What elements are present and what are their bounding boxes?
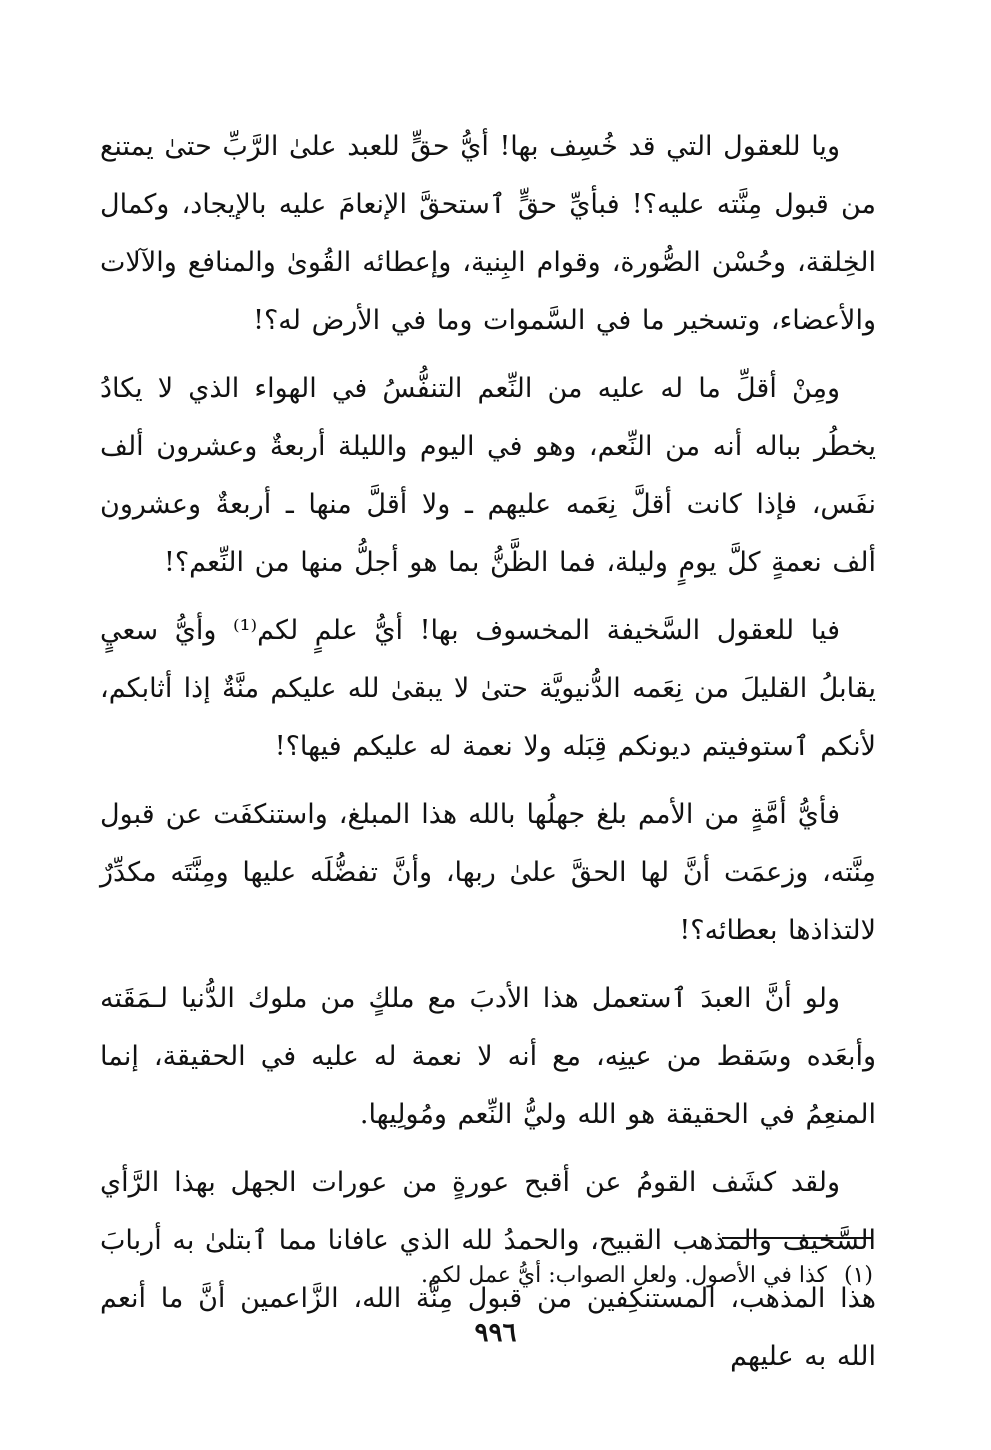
- paragraph-3: فيا للعقول السَّخيفة المخسوف بها! أيُّ علمٍ لكم⁽¹⁾ وأيُّ سعيٍ يقابلُ القليلَ من نِعَمه الدُّنيويَّة حتىٰ لا يبقىٰ لله عليكم منَّةٌ إذا أثابكم، لأنكم ٱستوفيتم ديونكم قِبَله ولا نعمة له عليكم فيها؟!: [100, 615, 876, 762]
- paragraph-5: ولو أنَّ العبدَ ٱستعمل هذا الأدبَ مع ملكٍ من ملوك الدُّنيا لـمَقَته وأبعَده وسَقط من عينِه، مع أنه لا نعمة له عليه في الحقيقة، إنما المنعِمُ في الحقيقة هو الله وليُّ النِّعم ومُولِيها.: [100, 983, 876, 1130]
- footnote-divider: [722, 1237, 872, 1239]
- footnote: [133, 1258, 873, 1294]
- paragraph-4: فأيُّ أمَّةٍ من الأمم بلغ جهلُها بالله هذا المبلغ، واستنكفَت عن قبول مِنَّته، وزعمَت أنَّ لها الحقَّ علىٰ ربها، وأنَّ تفضُّلَه عليها ومِنَّتَه مكدِّرٌ لالتذاذها بعطائه؟!: [100, 799, 876, 946]
- page-body: [100, 118, 876, 1396]
- footnote-text: كذا في الأصول. ولعل الصواب: أيُّ عمل لكم.: [420, 1263, 827, 1288]
- paragraph-6: ولقد كشَف القومُ عن أقبح عورةٍ من عورات الجهل بهذا الرَّأي السَّخيف والمذهب القبيح، والحمدُ لله الذي عافانا مما ٱبتلىٰ به أربابَ هذا المذهب، المستنكِفين من قبول مِنَّة الله، الزَّاعمين أنَّ ما أنعم الله به عليهم: [100, 1167, 876, 1372]
- footnote-number: (١): [843, 1263, 873, 1288]
- paragraph-2: ومِنْ أقلِّ ما له عليه من النِّعم التنفُّسُ في الهواء الذي لا يكادُ يخطُر بباله أنه من النِّعم، وهو في اليوم والليلة أربعةٌ وعشرون ألف نفَس، فإذا كانت أقلَّ نِعَمه عليهم ـ ولا أقلَّ منها ـ أربعةٌ وعشرون ألف نعمةٍ كلَّ يومٍ وليلة، فما الظَّنُّ بما هو أجلُّ منها من النِّعم؟!: [100, 373, 876, 578]
- paragraph-1: ويا للعقول التي قد خُسِف بها! أيُّ حقٍّ للعبد علىٰ الرَّبِّ حتىٰ يمتنع من قبول مِنَّته عليه؟! فبأيِّ حقٍّ ٱستحقَّ الإنعامَ عليه بالإيجاد، وكمال الخِلقة، وحُسْن الصُّورة، وقوام البِنية، وإعطائه القُوىٰ والمنافع والآلات والأعضاء، وتسخير ما في السَّموات وما في الأرض له؟!: [100, 131, 876, 336]
- page-number: ٩٩٦: [474, 1318, 517, 1348]
